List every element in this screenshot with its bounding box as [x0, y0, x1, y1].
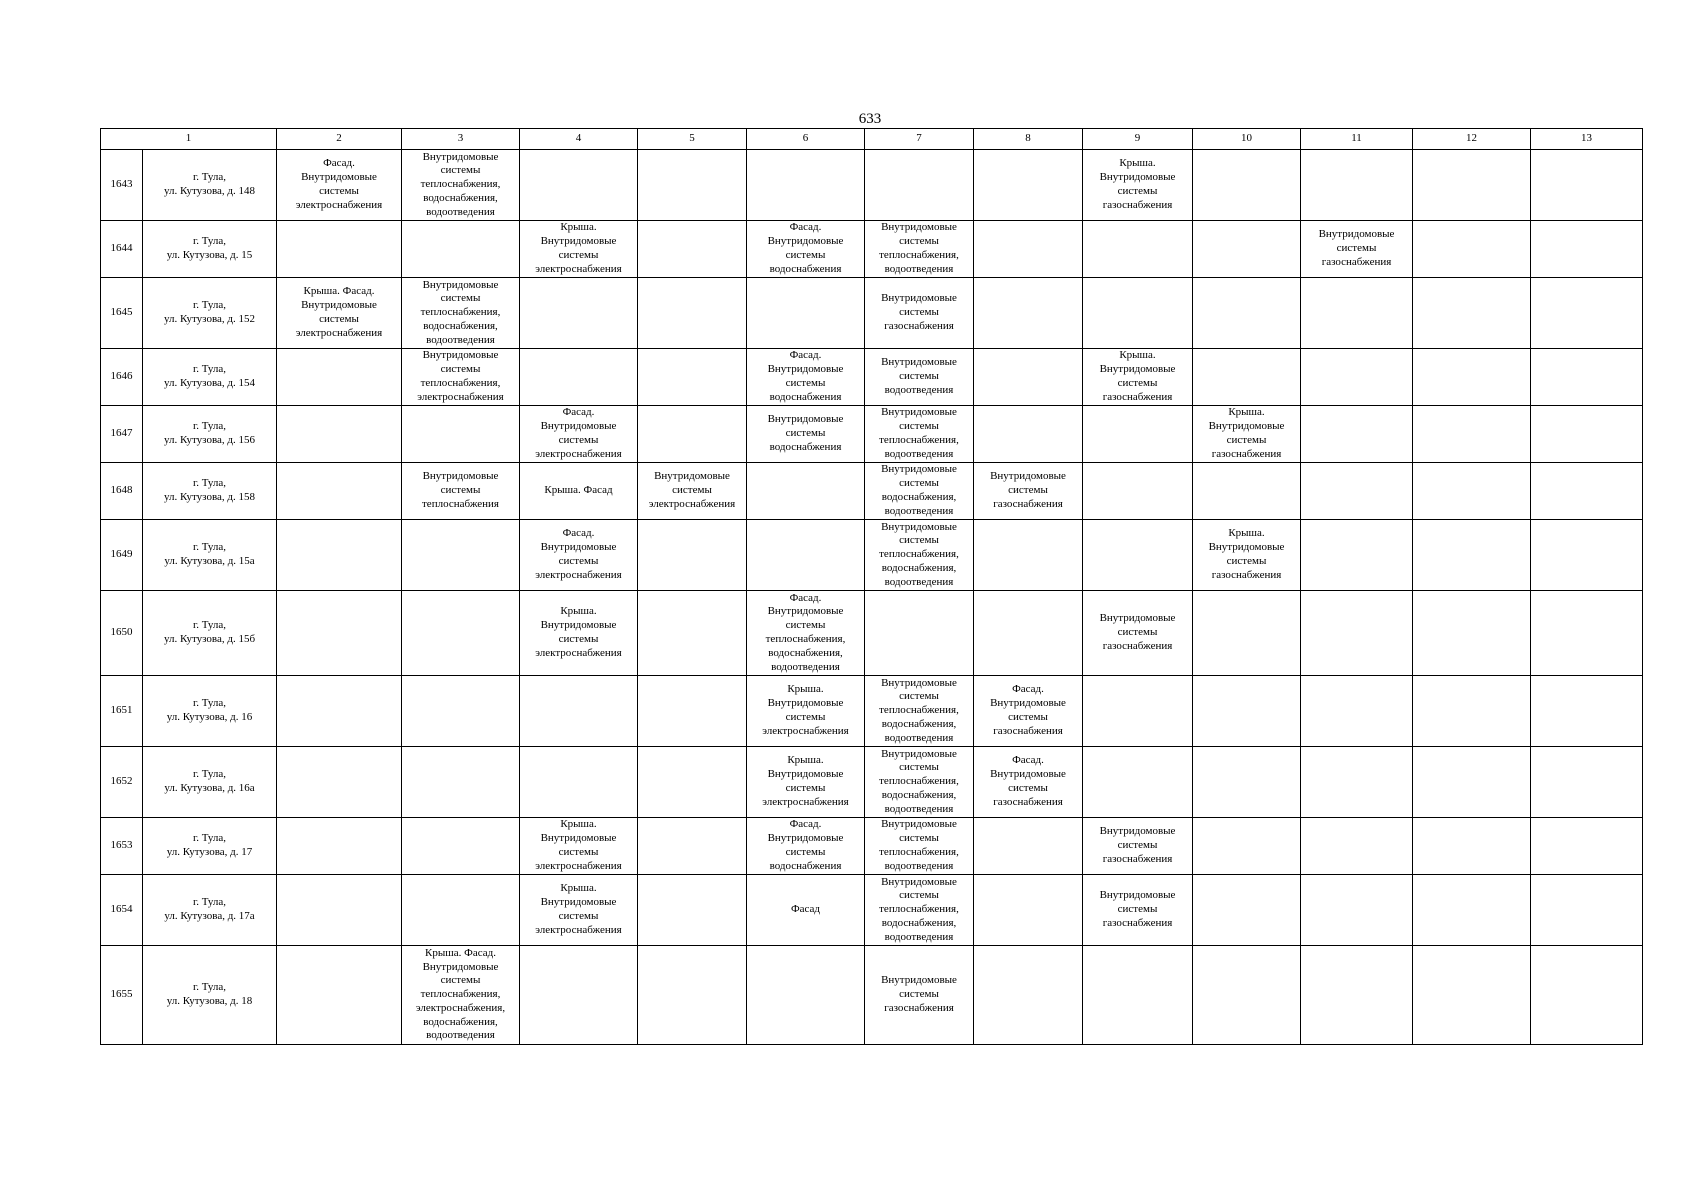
work-cell	[1083, 946, 1193, 1045]
work-cell	[974, 278, 1083, 349]
work-cell	[638, 747, 747, 818]
row-number-cell: 1647	[101, 406, 143, 463]
work-cell	[1193, 818, 1301, 875]
table-row	[101, 520, 1643, 591]
work-cell	[1531, 406, 1643, 463]
work-cell	[974, 406, 1083, 463]
address-cell: г. Тула, ул. Кутузова, д. 15б	[143, 591, 277, 676]
work-cell	[974, 946, 1083, 1045]
column-header: 8	[974, 129, 1083, 150]
row-number-cell: 1653	[101, 818, 143, 875]
work-cell	[1531, 463, 1643, 520]
work-cell	[1531, 676, 1643, 747]
repair-schedule-table	[100, 128, 1643, 1045]
work-cell: Крыша. Внутридомовые системы электроснабжения	[747, 747, 865, 818]
work-cell	[1083, 520, 1193, 591]
column-header: 3	[402, 129, 520, 150]
work-cell	[1301, 747, 1413, 818]
work-cell: Крыша. Внутридомовые системы газоснабжения	[1083, 349, 1193, 406]
work-cell	[638, 875, 747, 946]
work-cell	[1413, 875, 1531, 946]
column-header: 4	[520, 129, 638, 150]
work-cell	[1531, 150, 1643, 221]
work-cell	[277, 591, 402, 676]
address-cell: г. Тула, ул. Кутузова, д. 154	[143, 349, 277, 406]
work-cell	[1413, 818, 1531, 875]
work-cell	[520, 946, 638, 1045]
work-cell	[1531, 221, 1643, 278]
work-cell: Внутридомовые системы водоснабжения	[747, 406, 865, 463]
row-number-cell: 1644	[101, 221, 143, 278]
page-number: 633	[858, 111, 882, 127]
work-cell: Внутридомовые системы газоснабжения	[865, 278, 974, 349]
row-number-cell: 1648	[101, 463, 143, 520]
work-cell: Внутридомовые системы водоснабжения, водоотведения	[865, 463, 974, 520]
work-cell	[1083, 278, 1193, 349]
work-cell	[277, 349, 402, 406]
work-cell	[865, 150, 974, 221]
address-cell: г. Тула, ул. Кутузова, д. 17	[143, 818, 277, 875]
work-cell: Фасад. Внутридомовые системы электроснабжения	[520, 520, 638, 591]
column-header: 9	[1083, 129, 1193, 150]
work-cell	[402, 676, 520, 747]
work-cell	[402, 818, 520, 875]
work-cell	[402, 591, 520, 676]
work-cell: Внутридомовые системы газоснабжения	[865, 946, 974, 1045]
row-number-cell: 1649	[101, 520, 143, 591]
work-cell	[520, 278, 638, 349]
work-cell	[1193, 463, 1301, 520]
work-cell: Фасад. Внутридомовые системы газоснабжения	[974, 676, 1083, 747]
work-cell	[974, 520, 1083, 591]
work-cell	[1301, 278, 1413, 349]
work-cell	[638, 278, 747, 349]
work-cell	[638, 406, 747, 463]
work-cell	[1301, 463, 1413, 520]
work-cell	[747, 278, 865, 349]
work-cell	[974, 221, 1083, 278]
row-number-cell: 1654	[101, 875, 143, 946]
work-cell: Внутридомовые системы теплоснабжения, водоотведения	[865, 221, 974, 278]
work-cell: Внутридомовые системы газоснабжения	[974, 463, 1083, 520]
address-cell: г. Тула, ул. Кутузова, д. 158	[143, 463, 277, 520]
table-row	[101, 818, 1643, 875]
work-cell	[277, 946, 402, 1045]
work-cell	[277, 463, 402, 520]
work-cell: Крыша. Внутридомовые системы электроснабжения	[747, 676, 865, 747]
work-cell	[1531, 349, 1643, 406]
work-cell	[1531, 278, 1643, 349]
work-cell	[747, 520, 865, 591]
work-cell: Фасад. Внутридомовые системы теплоснабжения, водоснабжения, водоотведения	[747, 591, 865, 676]
work-cell: Фасад	[747, 875, 865, 946]
row-number-cell: 1650	[101, 591, 143, 676]
work-cell	[277, 520, 402, 591]
work-cell	[402, 875, 520, 946]
work-cell	[1413, 520, 1531, 591]
table-row	[101, 875, 1643, 946]
work-cell	[1193, 875, 1301, 946]
work-cell: Крыша. Внутридомовые системы газоснабжения	[1083, 150, 1193, 221]
table-row	[101, 747, 1643, 818]
work-cell	[1301, 150, 1413, 221]
work-cell	[277, 747, 402, 818]
work-cell	[1193, 221, 1301, 278]
address-cell: г. Тула, ул. Кутузова, д. 16а	[143, 747, 277, 818]
work-cell	[1531, 747, 1643, 818]
work-cell: Внутридомовые системы теплоснабжения, водоснабжения, водоотведения	[402, 278, 520, 349]
address-cell: г. Тула, ул. Кутузова, д. 156	[143, 406, 277, 463]
column-header: 6	[747, 129, 865, 150]
work-cell	[1413, 349, 1531, 406]
work-cell: Крыша. Фасад. Внутридомовые системы теплоснабжения, электроснабжения, водоснабжения, водоотведения	[402, 946, 520, 1045]
work-cell	[402, 406, 520, 463]
work-cell	[974, 349, 1083, 406]
work-cell	[747, 463, 865, 520]
work-cell	[277, 875, 402, 946]
work-cell: Крыша. Внутридомовые системы электроснабжения	[520, 875, 638, 946]
work-cell: Внутридомовые системы теплоснабжения, водоснабжения, водоотведения	[402, 150, 520, 221]
work-cell: Крыша. Внутридомовые системы газоснабжения	[1193, 520, 1301, 591]
work-cell	[1413, 278, 1531, 349]
work-cell	[1083, 747, 1193, 818]
work-cell: Внутридомовые системы теплоснабжения	[402, 463, 520, 520]
work-cell: Внутридомовые системы газоснабжения	[1301, 221, 1413, 278]
work-cell	[638, 946, 747, 1045]
work-cell	[520, 349, 638, 406]
work-cell: Внутридомовые системы теплоснабжения, водоснабжения, водоотведения	[865, 676, 974, 747]
column-header: 5	[638, 129, 747, 150]
work-cell	[1413, 946, 1531, 1045]
work-cell: Фасад. Внутридомовые системы электроснабжения	[277, 150, 402, 221]
address-cell: г. Тула, ул. Кутузова, д. 15	[143, 221, 277, 278]
row-number-cell: 1643	[101, 150, 143, 221]
work-cell	[638, 818, 747, 875]
work-cell: Внутридомовые системы газоснабжения	[1083, 591, 1193, 676]
table-row	[101, 349, 1643, 406]
work-cell	[520, 150, 638, 221]
work-cell	[1301, 818, 1413, 875]
work-cell	[1301, 349, 1413, 406]
work-cell	[1193, 747, 1301, 818]
address-cell: г. Тула, ул. Кутузова, д. 152	[143, 278, 277, 349]
work-cell	[1301, 406, 1413, 463]
work-cell	[1301, 520, 1413, 591]
work-cell: Внутридомовые системы теплоснабжения, водоотведения	[865, 818, 974, 875]
work-cell: Крыша. Внутридомовые системы газоснабжения	[1193, 406, 1301, 463]
work-cell	[865, 591, 974, 676]
work-cell	[1301, 946, 1413, 1045]
table-row	[101, 463, 1643, 520]
work-cell	[638, 349, 747, 406]
work-cell	[1413, 463, 1531, 520]
work-cell	[1531, 818, 1643, 875]
table-row	[101, 591, 1643, 676]
row-number-cell: 1651	[101, 676, 143, 747]
work-cell: Фасад. Внутридомовые системы газоснабжения	[974, 747, 1083, 818]
address-cell: г. Тула, ул. Кутузова, д. 16	[143, 676, 277, 747]
work-cell	[402, 747, 520, 818]
work-cell	[1531, 591, 1643, 676]
work-cell	[1193, 278, 1301, 349]
work-cell: Фасад. Внутридомовые системы водоснабжения	[747, 221, 865, 278]
address-cell: г. Тула, ул. Кутузова, д. 148	[143, 150, 277, 221]
work-cell	[1531, 946, 1643, 1045]
work-cell	[520, 747, 638, 818]
work-cell	[1193, 349, 1301, 406]
work-cell	[277, 221, 402, 278]
work-cell: Внутридомовые системы теплоснабжения, водоснабжения, водоотведения	[865, 520, 974, 591]
header-row	[101, 129, 1643, 150]
work-cell	[1193, 150, 1301, 221]
address-cell: г. Тула, ул. Кутузова, д. 15а	[143, 520, 277, 591]
work-cell	[277, 676, 402, 747]
address-cell: г. Тула, ул. Кутузова, д. 18	[143, 946, 277, 1045]
table-row	[101, 150, 1643, 221]
table-row	[101, 278, 1643, 349]
work-cell	[1413, 150, 1531, 221]
work-cell	[1193, 591, 1301, 676]
work-cell: Внутридомовые системы теплоснабжения, водоснабжения, водоотведения	[865, 747, 974, 818]
work-cell	[1413, 747, 1531, 818]
table-row	[101, 221, 1643, 278]
work-cell: Фасад. Внутридомовые системы водоснабжения	[747, 818, 865, 875]
work-cell	[1193, 676, 1301, 747]
row-number-cell: 1652	[101, 747, 143, 818]
work-cell	[1301, 875, 1413, 946]
work-cell: Внутридомовые системы электроснабжения	[638, 463, 747, 520]
column-header: 12	[1413, 129, 1531, 150]
work-cell: Внутридомовые системы газоснабжения	[1083, 875, 1193, 946]
address-cell: г. Тула, ул. Кутузова, д. 17а	[143, 875, 277, 946]
work-cell	[638, 221, 747, 278]
work-cell: Крыша. Внутридомовые системы электроснабжения	[520, 818, 638, 875]
table-row	[101, 406, 1643, 463]
work-cell	[1531, 520, 1643, 591]
column-header: 7	[865, 129, 974, 150]
work-cell	[1301, 676, 1413, 747]
work-cell: Крыша. Внутридомовые системы электроснабжения	[520, 591, 638, 676]
work-cell	[520, 676, 638, 747]
work-cell	[747, 150, 865, 221]
work-cell	[974, 875, 1083, 946]
column-header: 2	[277, 129, 402, 150]
column-header: 11	[1301, 129, 1413, 150]
work-cell	[638, 676, 747, 747]
work-cell: Внутридомовые системы теплоснабжения, электроснабжения	[402, 349, 520, 406]
work-cell	[638, 520, 747, 591]
work-cell: Фасад. Внутридомовые системы электроснабжения	[520, 406, 638, 463]
work-cell	[974, 150, 1083, 221]
column-header: 10	[1193, 129, 1301, 150]
work-cell: Внутридомовые системы водоотведения	[865, 349, 974, 406]
work-cell	[1413, 591, 1531, 676]
work-cell: Внутридомовые системы теплоснабжения, водоснабжения, водоотведения	[865, 875, 974, 946]
work-cell	[1413, 406, 1531, 463]
work-cell: Внутридомовые системы теплоснабжения, водоотведения	[865, 406, 974, 463]
work-cell	[747, 946, 865, 1045]
row-number-cell: 1646	[101, 349, 143, 406]
work-cell	[1301, 591, 1413, 676]
work-cell	[1531, 875, 1643, 946]
work-cell: Крыша. Внутридомовые системы электроснабжения	[520, 221, 638, 278]
work-cell	[1083, 221, 1193, 278]
work-cell	[974, 818, 1083, 875]
column-header: 1	[101, 129, 277, 150]
row-number-cell: 1655	[101, 946, 143, 1045]
table-row	[101, 676, 1643, 747]
row-number-cell: 1645	[101, 278, 143, 349]
work-cell: Фасад. Внутридомовые системы водоснабжения	[747, 349, 865, 406]
work-cell	[1413, 221, 1531, 278]
table-row	[101, 946, 1643, 1045]
column-header: 13	[1531, 129, 1643, 150]
work-cell: Внутридомовые системы газоснабжения	[1083, 818, 1193, 875]
work-cell	[1413, 676, 1531, 747]
work-cell	[638, 150, 747, 221]
work-cell	[974, 591, 1083, 676]
work-cell	[638, 591, 747, 676]
work-cell	[1193, 946, 1301, 1045]
work-cell	[1083, 406, 1193, 463]
work-cell	[277, 406, 402, 463]
work-cell: Крыша. Фасад	[520, 463, 638, 520]
work-cell	[1083, 676, 1193, 747]
work-cell	[402, 221, 520, 278]
work-cell: Крыша. Фасад. Внутридомовые системы электроснабжения	[277, 278, 402, 349]
work-cell	[1083, 463, 1193, 520]
work-cell	[402, 520, 520, 591]
work-cell	[277, 818, 402, 875]
